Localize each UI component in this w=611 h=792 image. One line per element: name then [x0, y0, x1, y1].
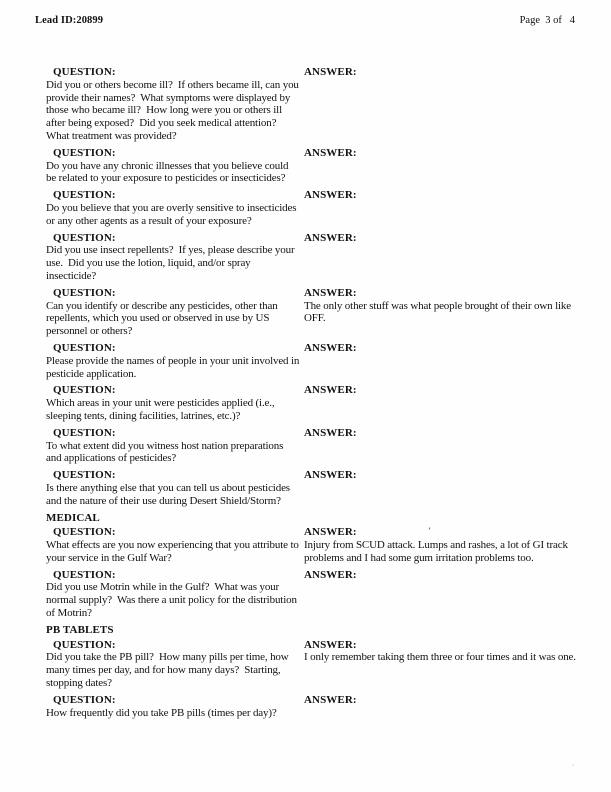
- scan-artifact: ·: [572, 763, 574, 769]
- question-label: QUESTION:: [53, 66, 116, 78]
- answer-text: The only other stuff was what people brought of their own like OFF.: [304, 299, 574, 325]
- question-block: [46, 694, 304, 720]
- qa-row: [46, 469, 587, 507]
- question-text: To what extent did you witness host nation preparations and applications of pesticides?: [46, 439, 286, 465]
- qa-row: [46, 427, 587, 465]
- question-label: QUESTION:: [53, 568, 116, 581]
- question-block: [46, 639, 304, 690]
- qa-row: [46, 232, 587, 283]
- qa-row: [46, 147, 587, 185]
- answer-label: ANSWER:: [304, 146, 357, 159]
- answer-block: [304, 569, 587, 620]
- qa-row: [46, 287, 587, 338]
- question-block: [46, 526, 304, 564]
- question-block: [46, 427, 304, 465]
- answer-label: ANSWER:: [304, 568, 357, 581]
- qa-row: [46, 569, 587, 620]
- question-text: Is there anything else that you can tell us about pesticides and the nature of their use during Desert Shield/Storm?: [46, 481, 293, 507]
- answer-block: [304, 232, 587, 283]
- scan-artifact: ’: [428, 526, 431, 536]
- section-header: PB TABLETS: [46, 623, 114, 636]
- qa-row: [46, 384, 587, 422]
- answer-label: ANSWER:: [304, 66, 357, 78]
- question-block: [46, 384, 304, 422]
- qa-content: [46, 66, 587, 723]
- question-label: QUESTION:: [53, 693, 116, 706]
- answer-block: [304, 147, 587, 185]
- question-block: [46, 569, 304, 620]
- question-label: QUESTION:: [53, 469, 116, 482]
- question-block: [46, 147, 304, 185]
- answer-block: [304, 639, 587, 690]
- answer-block: [304, 66, 587, 143]
- question-block: [46, 232, 304, 283]
- answer-label: ANSWER:: [304, 638, 357, 651]
- question-label: QUESTION:: [53, 341, 116, 354]
- answer-block: [304, 427, 587, 465]
- qa-row: [46, 639, 587, 690]
- section-header: MEDICAL: [46, 511, 100, 524]
- qa-row: [46, 694, 587, 720]
- question-label: QUESTION:: [53, 231, 116, 244]
- question-label: QUESTION:: [53, 426, 116, 439]
- question-block: [46, 189, 304, 227]
- qa-row: [46, 189, 587, 227]
- answer-label: ANSWER:: [304, 693, 357, 706]
- answer-block: [304, 287, 587, 338]
- answer-label: ANSWER:: [304, 189, 357, 202]
- question-label: QUESTION:: [53, 189, 116, 202]
- question-text: Did you use Motrin while in the Gulf? What was your normal supply? Was there a unit policy for the distribution of Motrin?: [46, 581, 300, 620]
- answer-block: [304, 384, 587, 422]
- qa-row: [46, 342, 587, 380]
- answer-block: [304, 342, 587, 380]
- question-text: Do you have any chronic illnesses that you believe could be related to your exposure to pesticides or insecticides?: [46, 159, 292, 185]
- question-label: QUESTION:: [53, 146, 116, 159]
- answer-label: ANSWER:: [304, 231, 357, 244]
- answer-label: ANSWER:: [304, 426, 357, 439]
- lead-id: Lead ID:20899: [35, 15, 104, 26]
- answer-label: ANSWER:: [304, 526, 357, 539]
- question-text: Please provide the names of people in your unit involved in pesticide application.: [46, 354, 302, 380]
- question-block: [46, 469, 304, 507]
- answer-block: [304, 526, 587, 564]
- question-text: Did you take the PB pill? How many pills per time, how many times per day, and for how many days? Starting, stopping dates?: [46, 651, 292, 690]
- question-label: QUESTION:: [53, 286, 116, 299]
- answer-label: ANSWER:: [304, 341, 357, 354]
- answer-block: [304, 189, 587, 227]
- question-text: How frequently did you take PB pills (times per day)?: [46, 706, 277, 719]
- question-text: Can you identify or describe any pesticides, other than repellents, which you used or observed in use by US personnel or others?: [46, 299, 281, 338]
- answer-block: [304, 469, 587, 507]
- page-header: [35, 14, 575, 27]
- question-block: [46, 66, 304, 143]
- answer-text: Injury from SCUD attack. Lumps and rashes, a lot of GI track problems and I had some gum irritation problems too.: [304, 539, 571, 564]
- answer-block: [304, 694, 587, 720]
- answer-text: I only remember taking them three or four times and it was one.: [304, 651, 576, 664]
- page-number: Page 3 of 4: [519, 15, 575, 26]
- question-text: Did you use insect repellents? If yes, please describe your use. Did you use the lotion, liquid, and/or spray insecticide?: [46, 244, 298, 282]
- question-text: Did you or others become ill? If others became ill, can you provide their names? What symptoms were displayed by those who became ill? How long were you or others ill after being exposed? Did you seek medical attention? What treatment was provided?: [46, 78, 302, 142]
- question-label: QUESTION:: [53, 638, 116, 651]
- question-block: [46, 287, 304, 338]
- question-text: Do you believe that you are overly sensitive to insecticides or any other agents as a result of your exposure?: [46, 201, 299, 227]
- answer-label: ANSWER:: [304, 469, 357, 482]
- question-label: QUESTION:: [53, 384, 116, 397]
- answer-label: ANSWER:: [304, 286, 357, 299]
- question-text: Which areas in your unit were pesticides applied (i.e., sleeping tents, dining facilities, latrines, etc.)?: [46, 397, 278, 422]
- question-label: QUESTION:: [53, 526, 116, 539]
- question-block: [46, 342, 304, 380]
- question-text: What effects are you now experiencing that you attribute to your service in the Gulf War?: [46, 539, 302, 564]
- answer-label: ANSWER:: [304, 384, 357, 397]
- qa-row: [46, 66, 587, 143]
- qa-row: [46, 526, 587, 564]
